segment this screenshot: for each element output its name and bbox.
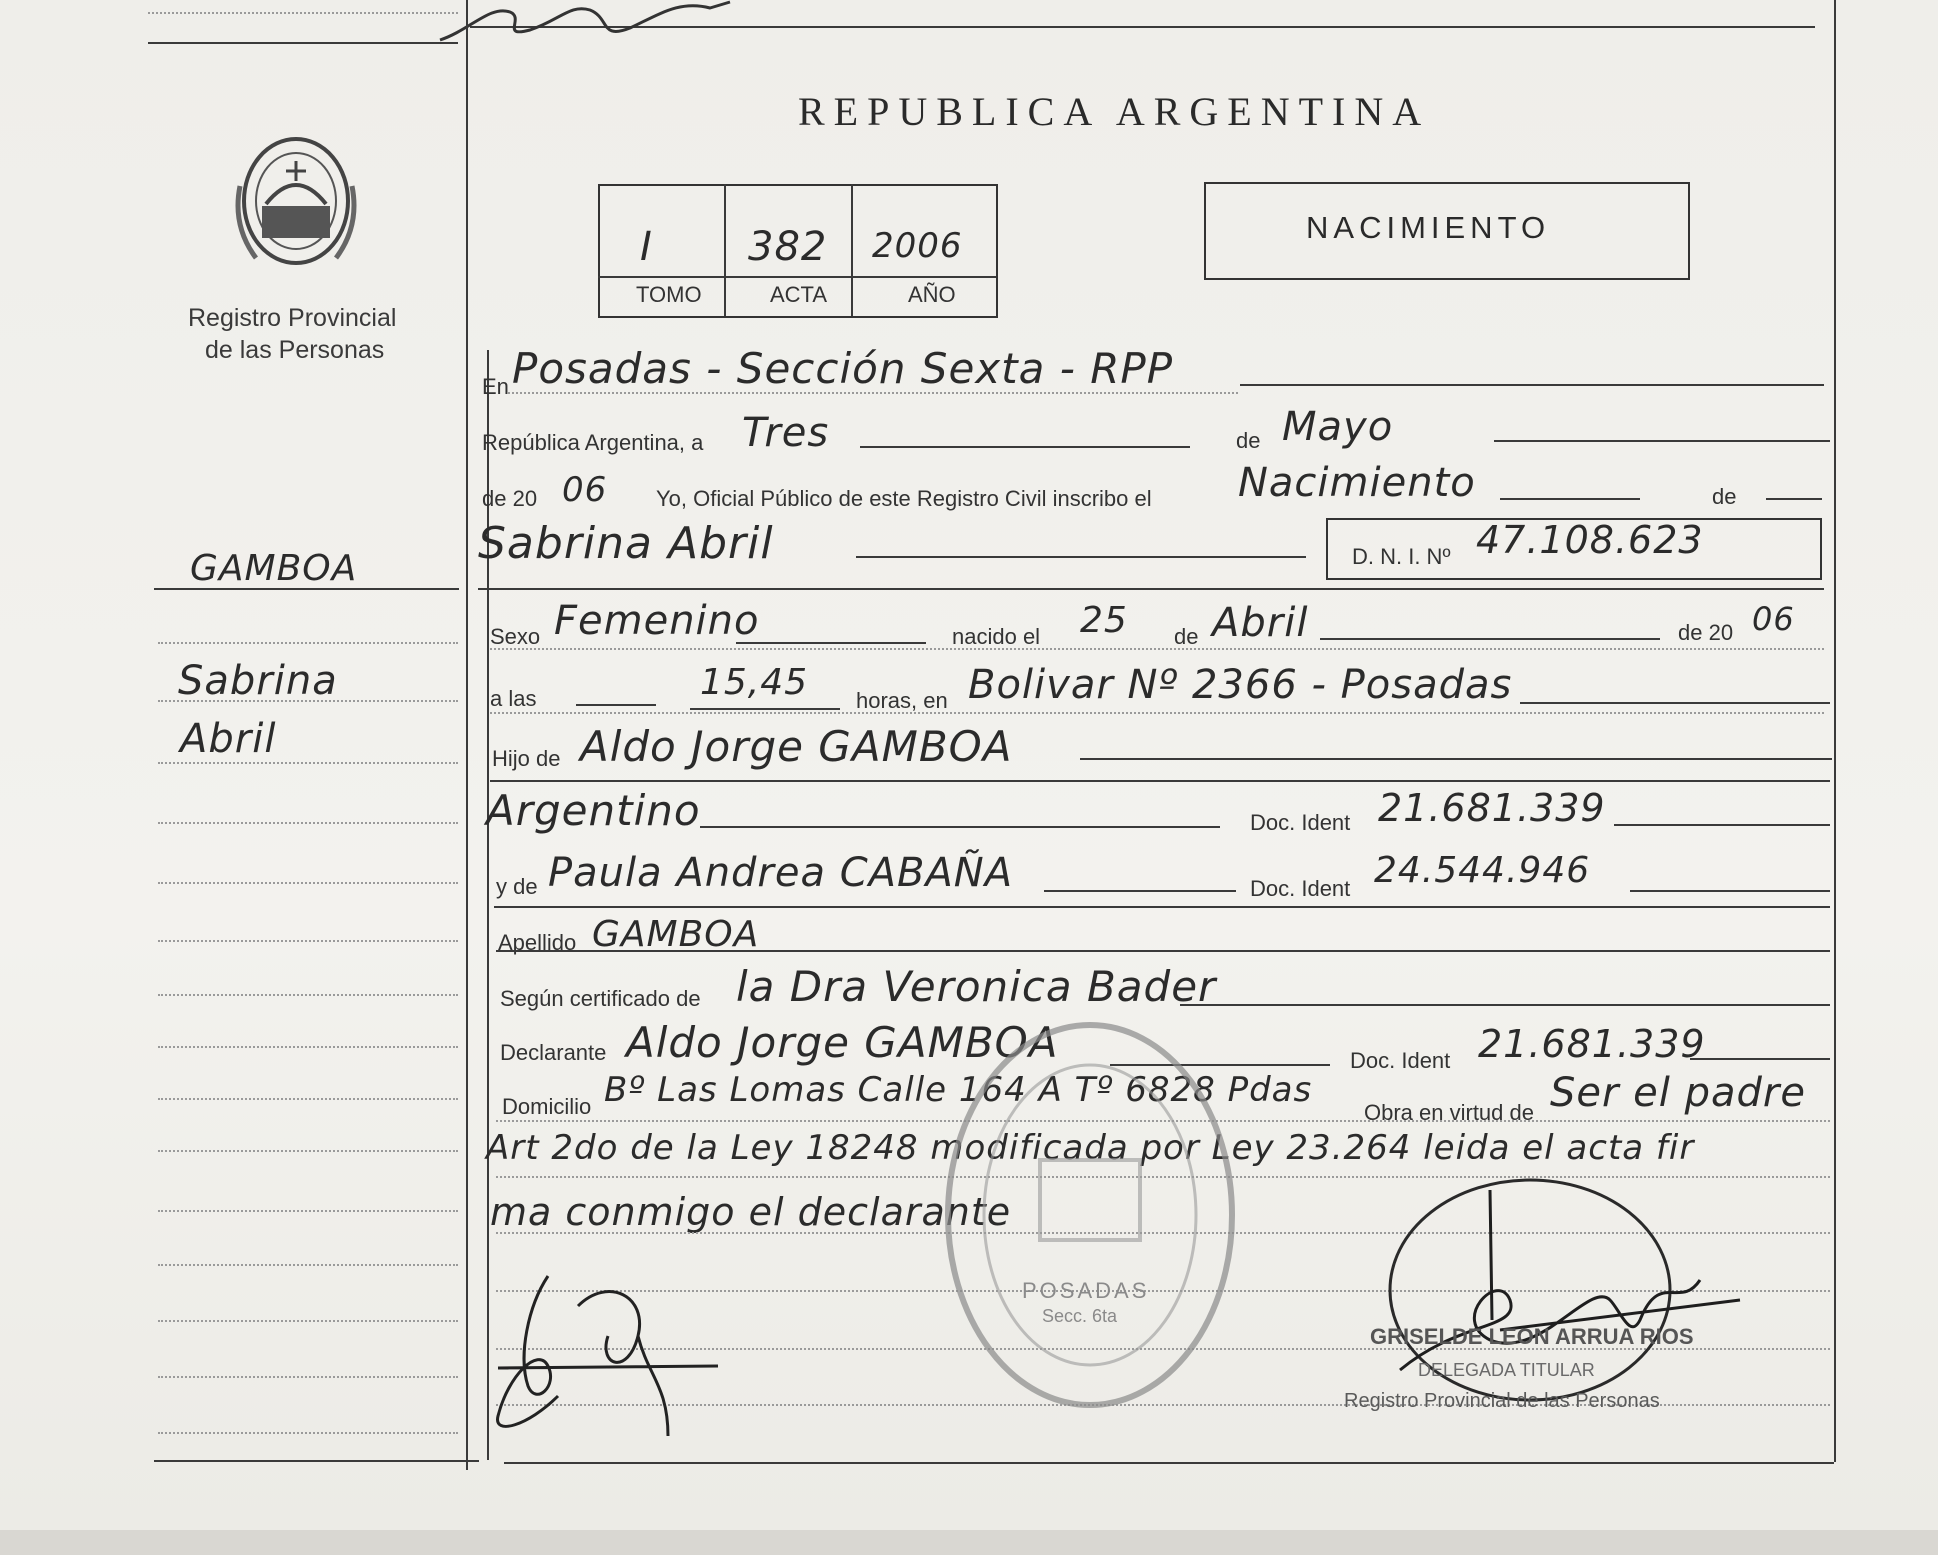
father-doc-rule [1614,824,1830,826]
right-frame-line [1834,0,1836,1462]
margin-dot-4 [158,822,458,824]
margin-dot-12 [158,1264,458,1266]
birth-month-rule [1320,638,1660,640]
table-label-rule [598,276,996,278]
alas-rule-1 [576,704,656,706]
bottom-rule [504,1462,1834,1464]
margin-dot-15 [158,1432,458,1434]
obra-value: Ser el padre [1550,1070,1806,1116]
margin-dot-7 [158,994,458,996]
domicilio-value: Bº Las Lomas Calle 164 A Tº 6828 Pdas [604,1070,1313,1110]
de-label-2: de [1712,484,1737,509]
official-role: DELEGADA TITULAR [1418,1360,1595,1380]
registry-name-line2: de las Personas [205,336,385,364]
nationality-rule [700,826,1220,828]
birth-year-suffix: 06 [1752,600,1795,638]
domicilio-label: Domicilio [502,1094,592,1119]
birth-month: Abril [1212,600,1309,646]
horas-label: horas, en [856,688,948,713]
left-frame-line [466,0,468,1470]
father-rule-2 [490,780,1830,782]
ano-value: 2006 [872,226,963,266]
declarante-value: Aldo Jorge GAMBOA [626,1018,1059,1067]
margin-dot-5 [158,882,458,884]
margin-dot-14 [158,1376,458,1378]
acta-label: ACTA [770,282,828,307]
registry-name-line1: Registro Provincial [188,304,397,332]
father-nationality: Argentino [486,786,701,835]
margin-dot-9 [158,1098,458,1100]
de-rule [1766,498,1822,500]
apellido-rule [496,950,1830,952]
en-label: En [482,374,509,399]
margin-name-1: Sabrina [178,658,338,704]
row9-rule-2 [494,906,1830,908]
declarant-signature [488,1266,728,1446]
nacido-label: nacido el [952,624,1041,649]
tomo-value: I [640,224,653,270]
birth-place-rule [1520,702,1830,704]
text-line-3: ma conmigo el declarante [490,1190,1012,1234]
hour-value: 15,45 [700,662,809,703]
day-written: Tres [742,410,830,456]
mother-doc: 24.544.946 [1374,850,1591,891]
margin-dot-13 [158,1320,458,1322]
margin-dot-8 [158,1046,458,1048]
declarante-label: Declarante [500,1040,607,1065]
doc-label-2: Doc. Ident [1250,876,1351,901]
day-rule [860,446,1190,448]
act-rule [1500,498,1640,500]
margin-rule [154,588,459,590]
country-title: REPUBLICA ARGENTINA [798,89,1431,134]
margin-dot-2 [158,700,458,702]
round-stamp-section: Secc. 6ta [1042,1306,1118,1326]
certificado-rule [1180,1004,1830,1006]
round-official-stamp-icon [930,1010,1250,1420]
month-written: Mayo [1282,404,1394,450]
margin-dot-11 [158,1210,458,1212]
table-divider-2 [851,184,853,316]
doc-label-3: Doc. Ident [1350,1048,1451,1073]
hour-rule [690,708,840,710]
record-type-label: NACIMIENTO [1306,210,1551,245]
dni-value: 47.108.623 [1476,518,1704,562]
mother-rule [1044,890,1236,892]
father-doc: 21.681.339 [1378,786,1606,830]
act-type: Nacimiento [1238,460,1476,506]
hijo-label: Hijo de [492,746,561,771]
ano-label: AÑO [908,282,956,307]
margin-dot-1 [158,642,458,644]
sexo-label: Sexo [490,624,541,649]
obra-label: Obra en virtud de [1364,1100,1534,1125]
row5-dot [490,648,1824,650]
sexo-rule [736,642,926,644]
dni-label: D. N. I. Nº [1352,544,1451,569]
father-name: Aldo Jorge GAMBOA [580,722,1013,771]
alas-label: a las [490,686,537,711]
child-name: Sabrina Abril [478,518,774,569]
year-prefix: de 20 [482,486,538,511]
table-divider-1 [724,184,726,316]
month-rule [1494,440,1830,442]
apellido-value: GAMBOA [592,914,760,955]
row4-underline [478,588,1824,590]
birth-year-prefix: de 20 [1678,620,1734,645]
official-name: GRISELDE LEON ARRUA RIOS [1370,1324,1694,1349]
provincial-seal-icon [232,126,360,276]
row6-dot [490,712,1824,714]
top-rule-left [148,42,458,44]
segun-label: Según certificado de [500,986,701,1011]
doc-label-1: Doc. Ident [1250,810,1351,835]
tomo-label: TOMO [636,282,702,307]
margin-surname: GAMBOA [190,548,358,589]
mother-name: Paula Andrea CABAÑA [548,850,1014,896]
de-label-3: de [1174,624,1199,649]
margin-dot-3 [158,762,458,764]
declarante-doc-rule [1690,1058,1830,1060]
round-stamp-city: POSADAS [1022,1278,1150,1303]
acta-value: 382 [748,224,828,270]
child-rule [856,556,1306,558]
de-label-1: de [1236,428,1261,453]
en-value: Posadas - Sección Sexta - RPP [512,344,1174,393]
top-signature-fragment [430,0,770,52]
margin-dot-6 [158,940,458,942]
declarante-doc: 21.681.339 [1478,1022,1706,1066]
text-line-2: Art 2do de la Ley 18248 modificada por Ley 23.264 leida el acta fir [486,1128,1695,1168]
oficial-text: Yo, Oficial Público de este Registro Civil inscribo el [656,486,1152,511]
father-rule [1080,758,1832,760]
sexo-value: Femenino [554,598,760,644]
apellido-label: Apellido [498,930,577,955]
en-dot [508,392,1238,394]
top-dotted [148,12,458,14]
birth-day: 25 [1080,600,1128,641]
yde-label: y de [496,874,538,899]
margin-bottom-rule [154,1460,479,1462]
margin-name-2: Abril [180,716,277,762]
birth-place: Bolivar Nº 2366 - Posadas [968,662,1513,708]
year-suffix: 06 [562,470,608,510]
mother-doc-rule [1630,890,1830,892]
certificado-value: la Dra Veronica Bader [736,962,1217,1011]
en-rule [1240,384,1824,386]
republica-label: República Argentina, a [482,430,704,455]
official-org: Registro Provincial de las Personas [1344,1390,1660,1412]
margin-dot-10 [158,1150,458,1152]
